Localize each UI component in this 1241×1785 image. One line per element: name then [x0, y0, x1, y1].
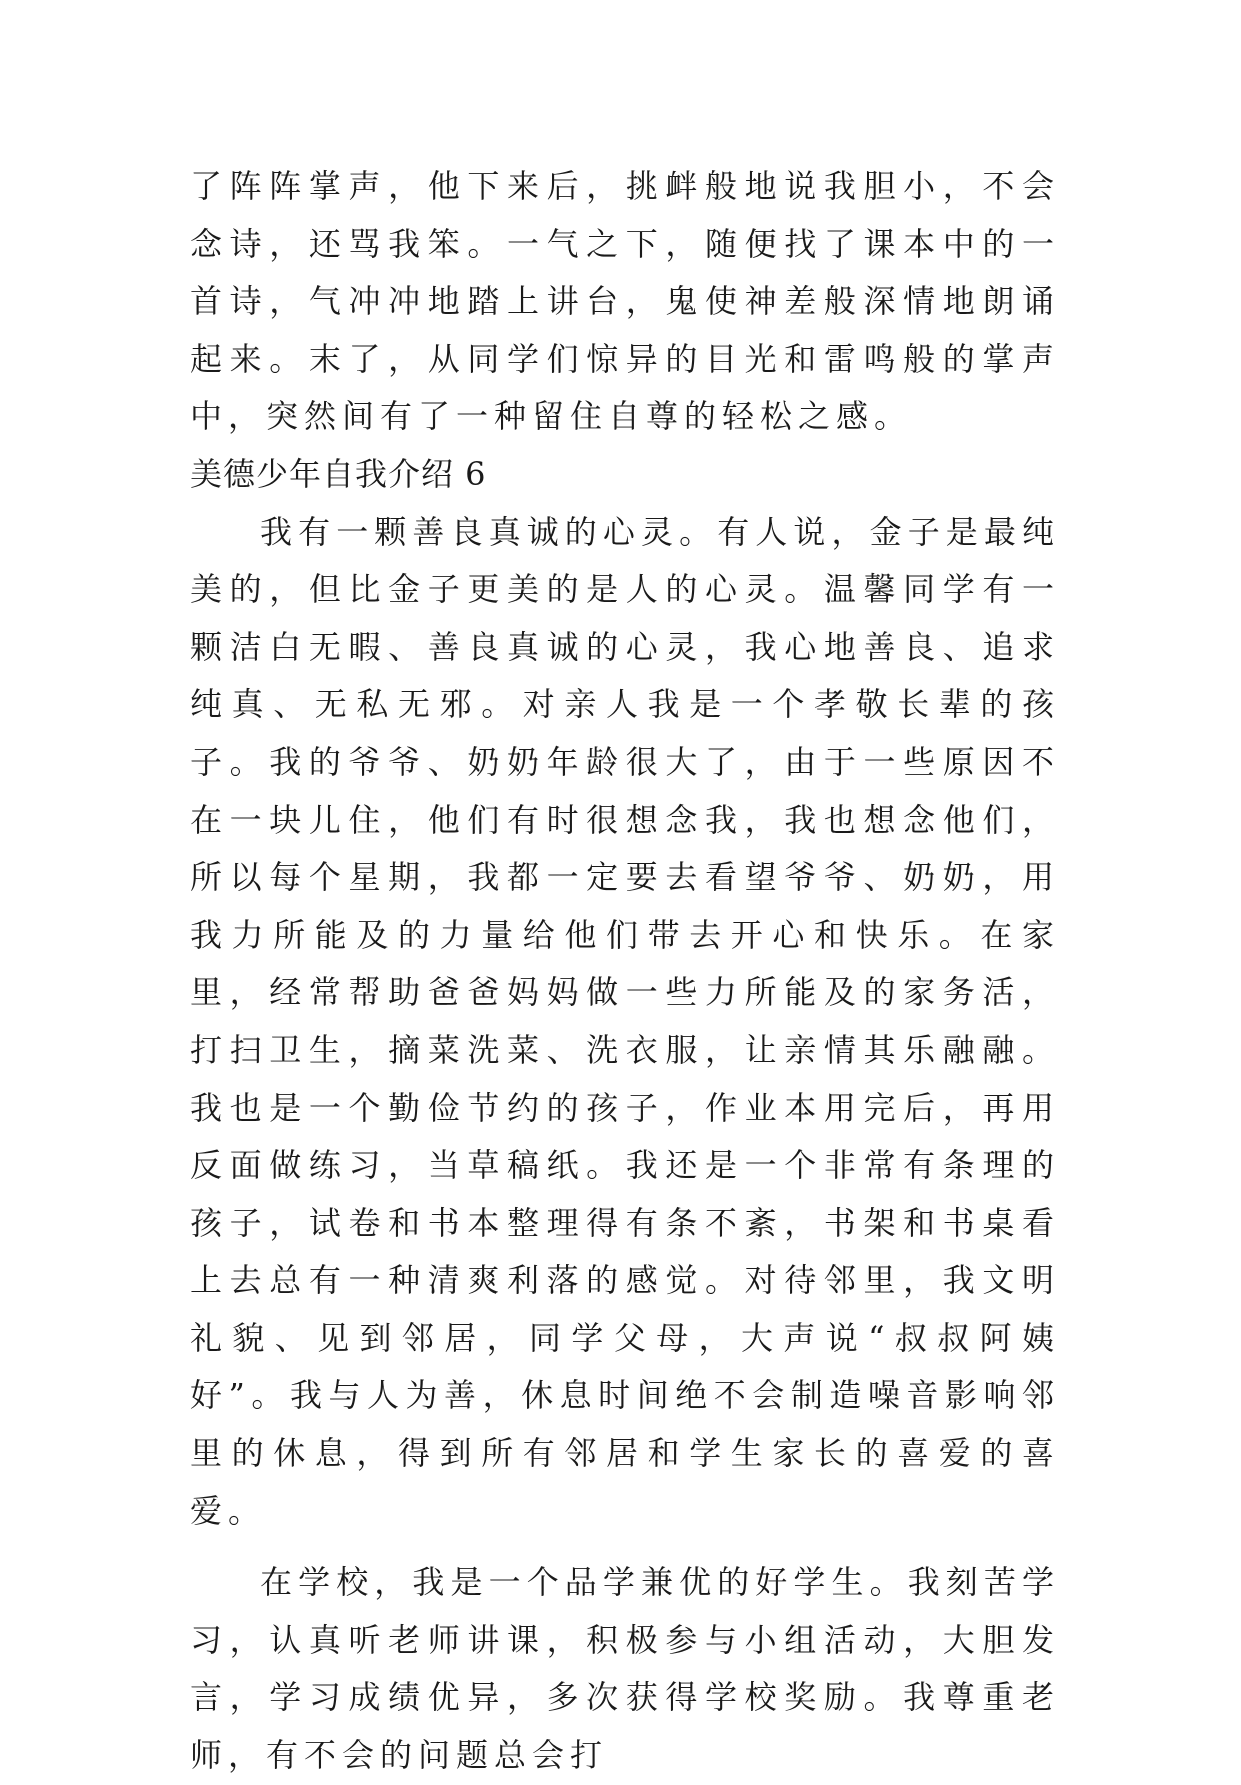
paragraph-school: 在学校，我是一个品学兼优的好学生。我刻苦学习，认真听老师讲课，积极参与小组活动，大胆发言，学习成绩优异，多次获得学校奖励。我尊重老师，有不会的问题总会打 — [190, 1563, 1060, 1775]
paragraph-continued: 了阵阵掌声，他下来后，挑衅般地说我胆小，不会念诗，还骂我笨。一气之下，随便找了课本中的一首诗，气冲冲地踏上讲台，鬼使神差般深情地朗诵起来。末了，从同学们惊异的目光和雷鸣般的掌声中，突然间有了一种留住自尊的轻松之感。 — [190, 167, 1060, 436]
paragraph-kind-heart: 我有一颗善良真诚的心灵。有人说，金子是最纯美的，但比金子更美的是人的心灵。温馨同学有一颗洁白无暇、善良真诚的心灵，我心地善良、追求纯真、无私无邪。对亲人我是一个孝敬长辈的孩子。我的爷爷、奶奶年龄很大了，由于一些原因不在一块儿住，他们有时很想念我，我也想念他们，所以每个星期，我都一定要去看望爷爷、奶奶，用我力所能及的力量给他们带去开心和快乐。在家里，经常帮助爸爸妈妈做一些力所能及的家务活，打扫卫生，摘菜洗菜、洗衣服，让亲情其乐融融。我也是一个勤俭节约的孩子，作业本用完后，再用反面做练习，当草稿纸。我还是一个非常有条理的孩子，试卷和书本整理得有条不紊，书架和书桌看上去总有一种清爽利落的感觉。对待邻里，我文明礼貌、见到邻居，同学父母，大声说“叔叔阿姨好”。我与人为善，休息时间绝不会制造噪音影响邻里的休息，得到所有邻居和学生家长的喜爱的喜爱。 — [190, 512, 1060, 1530]
document-body — [190, 158, 1060, 1785]
section-heading: 美德少年自我介绍 6 — [190, 454, 487, 493]
